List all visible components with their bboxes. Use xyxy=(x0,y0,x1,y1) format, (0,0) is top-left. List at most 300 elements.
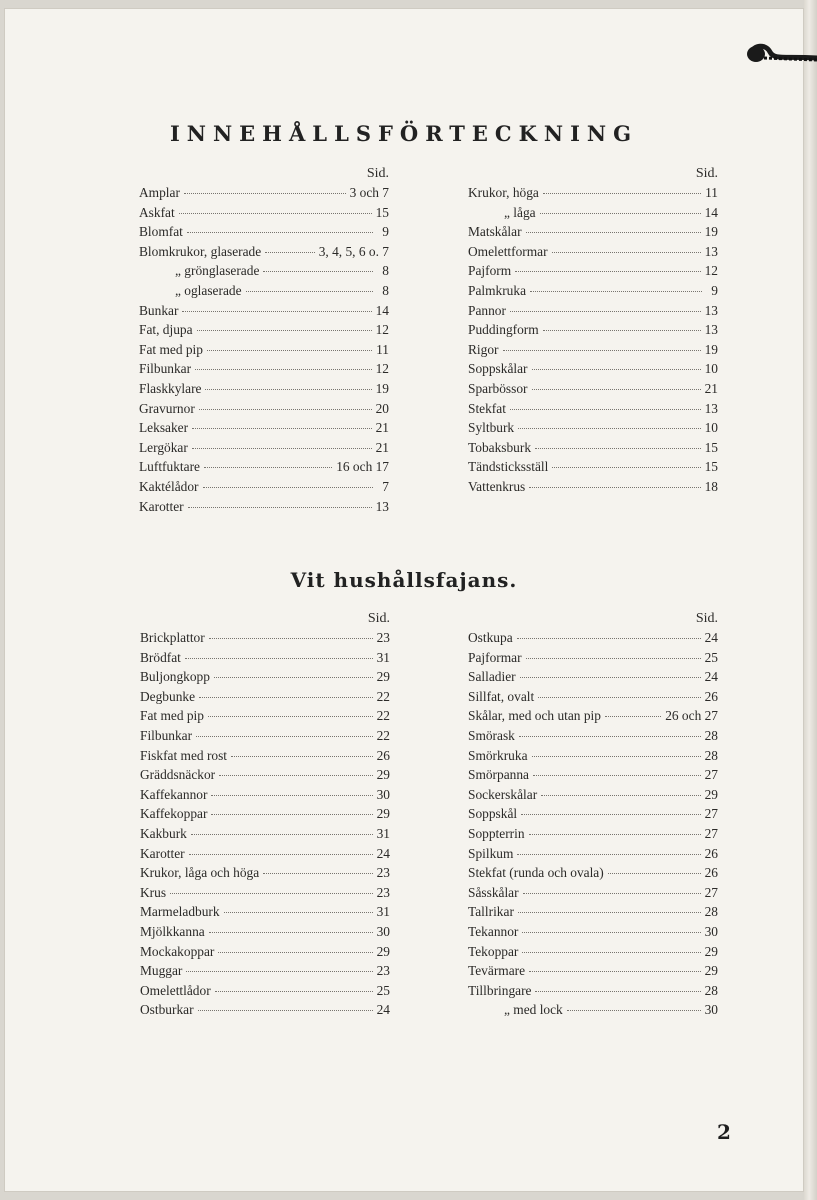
entry-page: 23 xyxy=(376,865,390,881)
entry-label: Tobaksburk xyxy=(468,439,532,455)
entry-page: 29 xyxy=(704,943,718,959)
entry-label: Marmeladburk xyxy=(140,904,220,920)
dot-leader xyxy=(552,252,701,253)
dot-leader xyxy=(186,971,372,972)
entry-page: 13 xyxy=(375,498,389,514)
entry-label: Kaktélådor xyxy=(139,478,199,494)
entry-page: 26 och 27 xyxy=(665,708,718,724)
index-entry xyxy=(468,765,718,785)
index-entry xyxy=(140,785,390,805)
entry-page: 19 xyxy=(375,380,389,396)
index-entry xyxy=(468,922,718,942)
entry-page: 29 xyxy=(376,767,390,783)
index-entry xyxy=(468,457,718,477)
entry-page: 26 xyxy=(376,747,390,763)
entry-page: 15 xyxy=(375,204,389,220)
entry-page: 18 xyxy=(704,478,718,494)
page-number: 2 xyxy=(717,1120,731,1144)
entry-page: 22 xyxy=(376,688,390,704)
index-entry xyxy=(139,399,389,419)
entry-page: 20 xyxy=(375,400,389,416)
entry-label: Sparbössor xyxy=(468,380,528,396)
entry-label: Smörask xyxy=(468,727,515,743)
entry-page: 12 xyxy=(375,322,389,338)
entry-label: Kaffekannor xyxy=(140,786,208,802)
entry-page: 13 xyxy=(704,322,718,338)
entry-label: Kakburk xyxy=(140,825,187,841)
entry-label: Sockerskålar xyxy=(468,786,538,802)
page-title: INNEHÅLLSFÖRTECKNING xyxy=(169,121,639,146)
entry-label: Tekannor xyxy=(468,923,519,939)
dot-leader xyxy=(526,658,701,659)
dot-leader xyxy=(552,467,700,468)
entry-label: Salladier xyxy=(468,669,516,685)
entry-page: 30 xyxy=(376,786,390,802)
index-entry xyxy=(468,320,718,340)
entry-label: Filbunkar xyxy=(139,361,192,377)
dot-leader xyxy=(197,330,372,331)
entry-page: 12 xyxy=(375,361,389,377)
page-column-header: Sid. xyxy=(366,166,389,181)
entry-label: Soppskålar xyxy=(468,361,528,377)
entry-page: 30 xyxy=(704,1002,718,1018)
index-entry xyxy=(468,824,718,844)
index-entry xyxy=(468,804,718,824)
index-entry xyxy=(140,922,390,942)
binding-string-icon xyxy=(744,40,817,70)
dot-leader xyxy=(188,507,372,508)
dot-leader xyxy=(529,971,701,972)
entry-page: 27 xyxy=(704,825,718,841)
entry-label: Krukor, låga och höga xyxy=(140,865,260,881)
dot-leader xyxy=(567,1010,701,1011)
entry-label: Mjölkkanna xyxy=(140,923,205,939)
dot-leader xyxy=(538,697,700,698)
dot-leader xyxy=(263,873,372,874)
entry-label: Tillbringare xyxy=(468,982,532,998)
index-entry xyxy=(468,687,718,707)
dot-leader xyxy=(184,193,346,194)
entry-page: 28 xyxy=(704,904,718,920)
entry-page: 30 xyxy=(376,923,390,939)
entry-page: 15 xyxy=(704,439,718,455)
dot-leader xyxy=(518,912,701,913)
dot-leader xyxy=(189,854,373,855)
entry-label: Tevärmare xyxy=(468,963,526,979)
entry-page: 26 xyxy=(704,845,718,861)
dot-leader xyxy=(265,252,315,253)
index-entry xyxy=(468,359,718,379)
index-entry xyxy=(468,1000,718,1020)
entry-label: Puddingform xyxy=(468,322,539,338)
dot-leader xyxy=(515,271,700,272)
dot-leader xyxy=(209,638,373,639)
index-entry xyxy=(468,648,718,668)
entry-page: 29 xyxy=(376,669,390,685)
entry-page: 28 xyxy=(704,727,718,743)
entry-label: Karotter xyxy=(140,845,185,861)
dot-leader xyxy=(219,775,373,776)
index-entry xyxy=(139,497,389,517)
index-entry xyxy=(139,222,389,242)
entry-page: 24 xyxy=(704,630,718,645)
entry-label: Fiskfat med rost xyxy=(140,747,228,763)
index-column-left-section1 xyxy=(139,165,389,516)
index-entry xyxy=(139,320,389,340)
entry-label: Blomkrukor, glaserade xyxy=(139,243,262,259)
entry-label: Bunkar xyxy=(139,302,179,318)
index-entry xyxy=(468,222,718,242)
entry-label: Soppskål xyxy=(468,806,518,822)
dot-leader xyxy=(214,677,373,678)
index-entry xyxy=(468,844,718,864)
dot-leader xyxy=(529,487,700,488)
section-title: Vit hushållsfajans. xyxy=(290,568,518,592)
dot-leader xyxy=(532,369,701,370)
index-entry xyxy=(140,687,390,707)
index-entry xyxy=(140,746,390,766)
entry-page: 29 xyxy=(704,786,718,802)
dot-leader xyxy=(215,991,373,992)
index-entry xyxy=(140,883,390,903)
index-entry xyxy=(468,281,718,301)
dot-leader xyxy=(218,952,372,953)
index-entry xyxy=(468,667,718,687)
index-entry xyxy=(140,667,390,687)
entry-label: Gräddsnäckor xyxy=(140,767,216,783)
dot-leader xyxy=(510,409,701,410)
entry-label: Muggar xyxy=(140,963,183,979)
dot-leader xyxy=(263,271,373,272)
index-entry xyxy=(139,457,389,477)
entry-page: 22 xyxy=(376,727,390,743)
entry-label: Skålar, med och utan pip xyxy=(468,708,601,724)
entry-page: 27 xyxy=(704,767,718,783)
index-entry xyxy=(468,706,718,726)
dot-leader xyxy=(522,952,700,953)
dot-leader xyxy=(199,409,372,410)
dot-leader xyxy=(530,291,702,292)
index-entry xyxy=(140,902,390,922)
entry-label: Omelettlådor xyxy=(140,982,211,998)
dot-leader xyxy=(187,232,373,233)
entry-label: Amplar xyxy=(139,185,180,200)
entry-label: Såsskålar xyxy=(468,884,519,900)
entry-label: Stekfat (runda och ovala) xyxy=(468,865,604,881)
entry-page: 8 xyxy=(382,282,389,298)
index-entry xyxy=(140,961,390,981)
entry-page: 26 xyxy=(704,688,718,704)
dot-leader xyxy=(211,795,372,796)
index-column-right-section1 xyxy=(468,165,718,497)
entry-label: Fat, djupa xyxy=(139,322,193,338)
page-column-header: Sid. xyxy=(695,166,718,181)
entry-label: Stekfat xyxy=(468,400,506,416)
entry-label: Tekoppar xyxy=(468,943,519,959)
entry-label: Ostkupa xyxy=(468,630,513,645)
dot-leader xyxy=(532,756,701,757)
entry-label: Luftfuktare xyxy=(139,459,200,475)
entry-page: 29 xyxy=(376,943,390,959)
dot-leader xyxy=(535,991,700,992)
index-entry xyxy=(468,379,718,399)
entry-label: Sillfat, ovalt xyxy=(468,688,535,704)
index-entry xyxy=(139,183,389,203)
index-entry xyxy=(140,981,390,1001)
dot-leader xyxy=(208,716,373,717)
dot-leader xyxy=(179,213,372,214)
dot-leader xyxy=(519,736,701,737)
entry-page: 9 xyxy=(382,224,389,240)
entry-label: Brödfat xyxy=(140,649,181,665)
index-entry xyxy=(468,942,718,962)
index-entry xyxy=(140,844,390,864)
index-entry xyxy=(140,648,390,668)
entry-label: Krukor, höga xyxy=(468,185,539,200)
index-entry xyxy=(140,1000,390,1020)
index-entry xyxy=(468,242,718,262)
index-entry xyxy=(468,902,718,922)
index-entry xyxy=(468,261,718,281)
index-entry xyxy=(468,981,718,1001)
entry-page: 23 xyxy=(376,963,390,979)
entry-label: „ låga xyxy=(504,204,536,220)
entry-label: „ oglaserade xyxy=(175,282,242,298)
index-entry xyxy=(139,203,389,223)
entry-label: Matskålar xyxy=(468,224,522,240)
dot-leader xyxy=(541,795,700,796)
entry-page: 13 xyxy=(704,302,718,318)
entry-label: Mockakoppar xyxy=(140,943,215,959)
entry-page: 8 xyxy=(382,263,389,279)
entry-label: Brickplattor xyxy=(140,630,205,645)
dot-leader xyxy=(209,932,373,933)
page-column-header: Sid. xyxy=(367,611,390,626)
entry-label: Smörpanna xyxy=(468,767,529,783)
index-entry xyxy=(140,726,390,746)
index-entry xyxy=(468,301,718,321)
dot-leader xyxy=(533,775,701,776)
index-entry xyxy=(139,418,389,438)
index-entry xyxy=(139,281,389,301)
index-entry xyxy=(140,804,390,824)
dot-leader xyxy=(195,369,372,370)
index-entry xyxy=(468,785,718,805)
entry-label: „ grönglaserade xyxy=(175,263,260,279)
dot-leader xyxy=(503,350,701,351)
entry-page: 11 xyxy=(705,185,718,200)
entry-label: Pajformar xyxy=(468,649,522,665)
entry-page: 10 xyxy=(704,361,718,377)
dot-leader xyxy=(185,658,373,659)
dot-leader xyxy=(510,311,701,312)
dot-leader xyxy=(196,736,373,737)
dot-leader xyxy=(518,428,700,429)
index-entry xyxy=(140,863,390,883)
entry-page: 19 xyxy=(704,341,718,357)
index-entry xyxy=(468,746,718,766)
index-entry xyxy=(468,438,718,458)
page-edge xyxy=(804,0,817,1200)
entry-page: 30 xyxy=(704,923,718,939)
entry-label: Syltburk xyxy=(468,420,515,436)
dot-leader xyxy=(205,389,371,390)
entry-label: Krus xyxy=(140,884,167,900)
dot-leader xyxy=(246,291,373,292)
entry-page: 14 xyxy=(375,302,389,318)
index-entry xyxy=(140,824,390,844)
index-entry xyxy=(468,418,718,438)
entry-label: „ med lock xyxy=(504,1002,563,1018)
entry-page: 10 xyxy=(704,420,718,436)
dot-leader xyxy=(170,893,373,894)
entry-page: 14 xyxy=(704,204,718,220)
entry-page: 12 xyxy=(704,263,718,279)
index-entry xyxy=(140,942,390,962)
index-entry xyxy=(468,883,718,903)
dot-leader xyxy=(529,834,701,835)
index-column-right-section2 xyxy=(468,610,718,1020)
entry-page: 3 och 7 xyxy=(349,185,389,200)
dot-leader xyxy=(517,854,700,855)
entry-page: 31 xyxy=(376,649,390,665)
dot-leader xyxy=(543,330,701,331)
entry-page: 11 xyxy=(376,341,389,357)
entry-page: 28 xyxy=(704,982,718,998)
entry-page: 28 xyxy=(704,747,718,763)
entry-label: Spilkum xyxy=(468,845,514,861)
entry-page: 23 xyxy=(376,884,390,900)
entry-page: 27 xyxy=(704,806,718,822)
entry-page: 13 xyxy=(704,243,718,259)
dot-leader xyxy=(204,467,332,468)
entry-label: Lergökar xyxy=(139,439,188,455)
dot-leader xyxy=(532,389,701,390)
index-entry xyxy=(140,765,390,785)
entry-page: 31 xyxy=(376,825,390,841)
index-entry xyxy=(140,628,390,648)
entry-label: Kaffekoppar xyxy=(140,806,208,822)
entry-page: 21 xyxy=(375,439,389,455)
index-entry xyxy=(139,438,389,458)
dot-leader xyxy=(608,873,701,874)
dot-leader xyxy=(517,638,701,639)
entry-label: Tändsticksställ xyxy=(468,459,549,475)
dot-leader xyxy=(207,350,372,351)
entry-label: Fat med pip xyxy=(139,341,203,357)
index-entry xyxy=(139,261,389,281)
index-entry xyxy=(468,726,718,746)
dot-leader xyxy=(198,1010,373,1011)
entry-label: Buljongkopp xyxy=(140,669,210,685)
entry-page: 7 xyxy=(382,478,389,494)
dot-leader xyxy=(520,677,701,678)
dot-leader xyxy=(521,814,701,815)
entry-label: Flaskkylare xyxy=(139,380,202,396)
entry-page: 25 xyxy=(376,982,390,998)
entry-label: Palmkruka xyxy=(468,282,527,298)
page-column-header: Sid. xyxy=(695,611,718,626)
entry-page: 13 xyxy=(704,400,718,416)
index-entry xyxy=(468,183,718,203)
dot-leader xyxy=(231,756,373,757)
index-entry xyxy=(139,301,389,321)
dot-leader xyxy=(203,487,374,488)
index-entry xyxy=(468,961,718,981)
dot-leader xyxy=(522,932,700,933)
index-entry xyxy=(468,203,718,223)
entry-label: Blomfat xyxy=(139,224,183,240)
entry-label: Degbunke xyxy=(140,688,196,704)
index-entry xyxy=(468,399,718,419)
entry-label: Fat med pip xyxy=(140,708,204,724)
entry-page: 29 xyxy=(704,963,718,979)
entry-page: 23 xyxy=(376,630,390,645)
entry-page: 9 xyxy=(711,282,718,298)
entry-label: Filbunkar xyxy=(140,727,193,743)
index-entry xyxy=(139,477,389,497)
entry-label: Ostburkar xyxy=(140,1002,194,1018)
dot-leader xyxy=(191,834,373,835)
entry-page: 19 xyxy=(704,224,718,240)
entry-page: 25 xyxy=(704,649,718,665)
entry-label: Gravurnor xyxy=(139,400,195,416)
entry-page: 21 xyxy=(704,380,718,396)
entry-page: 21 xyxy=(375,420,389,436)
dot-leader xyxy=(540,213,701,214)
entry-label: Vattenkrus xyxy=(468,478,526,494)
dot-leader xyxy=(224,912,373,913)
entry-label: Leksaker xyxy=(139,420,189,436)
dot-leader xyxy=(192,448,372,449)
entry-page: 26 xyxy=(704,865,718,881)
index-entry xyxy=(468,340,718,360)
dot-leader xyxy=(192,428,372,429)
index-entry xyxy=(139,242,389,262)
entry-page: 22 xyxy=(376,708,390,724)
document-page xyxy=(4,8,804,1192)
dot-leader xyxy=(543,193,701,194)
entry-label: Karotter xyxy=(139,498,184,514)
entry-page: 24 xyxy=(376,845,390,861)
index-entry xyxy=(140,706,390,726)
index-column-left-section2 xyxy=(140,610,390,1020)
entry-label: Smörkruka xyxy=(468,747,528,763)
dot-leader xyxy=(605,716,661,717)
entry-label: Rigor xyxy=(468,341,499,357)
dot-leader xyxy=(211,814,372,815)
index-entry xyxy=(468,628,718,648)
entry-label: Tallrikar xyxy=(468,904,514,920)
dot-leader xyxy=(535,448,701,449)
entry-label: Soppterrin xyxy=(468,825,525,841)
dot-leader xyxy=(526,232,701,233)
dot-leader xyxy=(523,893,701,894)
index-entry xyxy=(468,477,718,497)
entry-label: Pajform xyxy=(468,263,512,279)
entry-page: 24 xyxy=(704,669,718,685)
dot-leader xyxy=(199,697,373,698)
entry-label: Omelettformar xyxy=(468,243,548,259)
index-entry xyxy=(139,340,389,360)
dot-leader xyxy=(182,311,371,312)
entry-page: 29 xyxy=(376,806,390,822)
index-entry xyxy=(468,863,718,883)
entry-page: 24 xyxy=(376,1002,390,1018)
index-entry xyxy=(139,379,389,399)
entry-page: 27 xyxy=(704,884,718,900)
entry-page: 16 och 17 xyxy=(336,459,389,475)
